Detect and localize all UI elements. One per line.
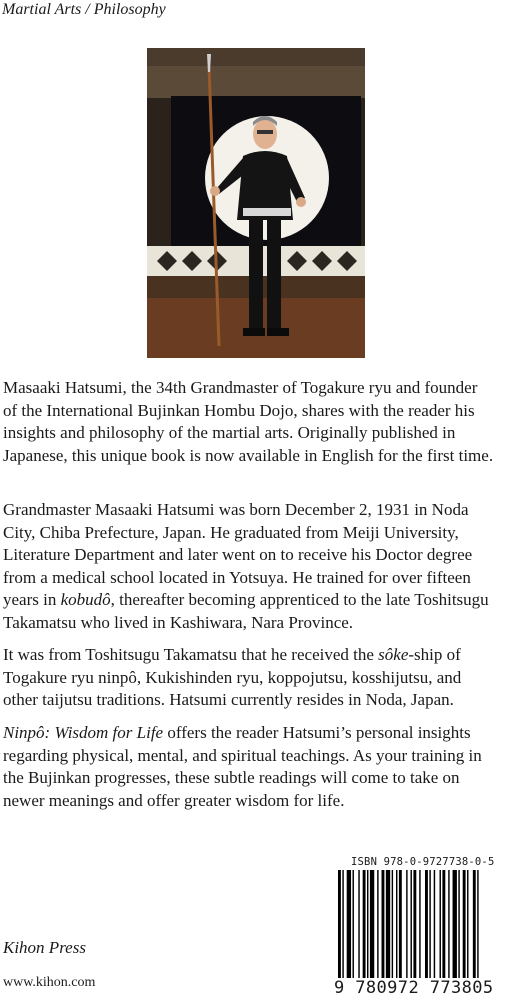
- barcode-bar: [386, 870, 390, 978]
- barcode-bar: [358, 870, 359, 978]
- barcode-bar: [442, 870, 445, 978]
- barcode-bar: [370, 870, 374, 978]
- book-title: Ninpô: Wisdom for Life: [3, 723, 164, 742]
- category-label: Martial Arts / Philosophy: [2, 1, 166, 18]
- text-fragment: , thereafter becoming apprenticed to the late Toshitsugu: [110, 590, 489, 609]
- barcode-bar: [440, 870, 441, 978]
- emphasis-text: kobudô: [60, 590, 111, 609]
- barcode-bar: [453, 870, 457, 978]
- barcode-bar: [363, 870, 366, 978]
- biography-line: [3, 589, 515, 612]
- lineage-line: other taijutsu traditions. Hatsumi currently resides in Noda, Japan.: [3, 690, 454, 709]
- cover-photo-illustration: [147, 48, 365, 358]
- text-fragment: -ship of: [408, 645, 461, 664]
- barcode-bar: [392, 870, 393, 978]
- barcode-bar: [353, 870, 354, 978]
- barcode-bar: [434, 870, 435, 978]
- summary-line: newer meanings and offer greater wisdom for life.: [3, 790, 345, 810]
- intro-line: insights and philosophy of the martial arts. Originally published in: [3, 423, 456, 442]
- barcode-bar: [367, 870, 368, 978]
- barcode-bar: [463, 870, 466, 978]
- biography-line: Literature Department and later went on to receive his Doctor degree: [3, 545, 473, 564]
- barcode-bar: [467, 870, 468, 978]
- lineage-line: [3, 644, 515, 667]
- cover-photo: [147, 48, 365, 358]
- book-summary-paragraph: [3, 722, 515, 812]
- publisher-name: Kihon Press: [3, 938, 86, 957]
- barcode-bar: [419, 870, 420, 978]
- summary-line: regarding physical, mental, and spiritual teachings. As your training in: [3, 745, 482, 765]
- summary-line: the Bujinkan progresses, these subtle readings will come to take on: [3, 768, 460, 787]
- barcode-bar: [338, 870, 341, 978]
- biography-line: City, Chiba Prefecture, Japan. He graduated from Meiji University,: [3, 522, 459, 542]
- barcode-bar: [425, 870, 428, 978]
- text-fragment: It was from Toshitsugu Takamatsu that he received the: [3, 645, 379, 664]
- isbn-label: ISBN 978-0-9727738-0-5: [351, 856, 495, 868]
- barcode-bar: [377, 870, 378, 978]
- barcode-bar: [396, 870, 397, 978]
- biography-line: Grandmaster Masaaki Hatsumi was born December 2, 1931 in Noda: [3, 500, 469, 519]
- text-fragment: years in: [3, 590, 61, 609]
- lineage-paragraph: [3, 644, 515, 712]
- barcode-number: 9 780972 773805: [334, 978, 494, 998]
- barcode-bar: [347, 870, 351, 978]
- intro-line: of the International Bujinkan Hombu Dojo, shares with the reader his: [3, 400, 475, 420]
- biography-paragraph: [3, 499, 515, 634]
- barcode-bar: [411, 870, 412, 978]
- intro-line: Japanese, this unique book is now available in English for the first time.: [3, 445, 494, 465]
- intro-paragraph: [3, 377, 515, 467]
- barcode-bar: [429, 870, 430, 978]
- biography-line: Takamatsu who lived in Kashiwara, Nara Province.: [3, 612, 354, 632]
- barcode-bar: [413, 870, 416, 978]
- biography-line: from a medical school located in Yotsuya. He trained for over fifteen: [3, 567, 471, 587]
- publisher-website: www.kihon.com: [3, 975, 96, 990]
- intro-line: Masaaki Hatsumi, the 34th Grandmaster of Togakure ryu and founder: [3, 378, 478, 397]
- barcode-bar: [382, 870, 385, 978]
- emphasis-text: sôke: [378, 645, 409, 664]
- barcode-bar: [342, 870, 343, 978]
- barcode-bar: [448, 870, 449, 978]
- lineage-line: Togakure ryu ninpô, Kukishinden ryu, koppojutsu, kosshijutsu, and: [3, 667, 462, 687]
- barcode-bar: [399, 870, 402, 978]
- summary-line: [3, 722, 515, 745]
- text-fragment: offers the reader Hatsumi’s personal insights: [163, 723, 471, 742]
- barcode-bar: [458, 870, 459, 978]
- barcode-bar: [406, 870, 407, 978]
- barcode-bar: [473, 870, 476, 978]
- barcode-bar: [477, 870, 478, 978]
